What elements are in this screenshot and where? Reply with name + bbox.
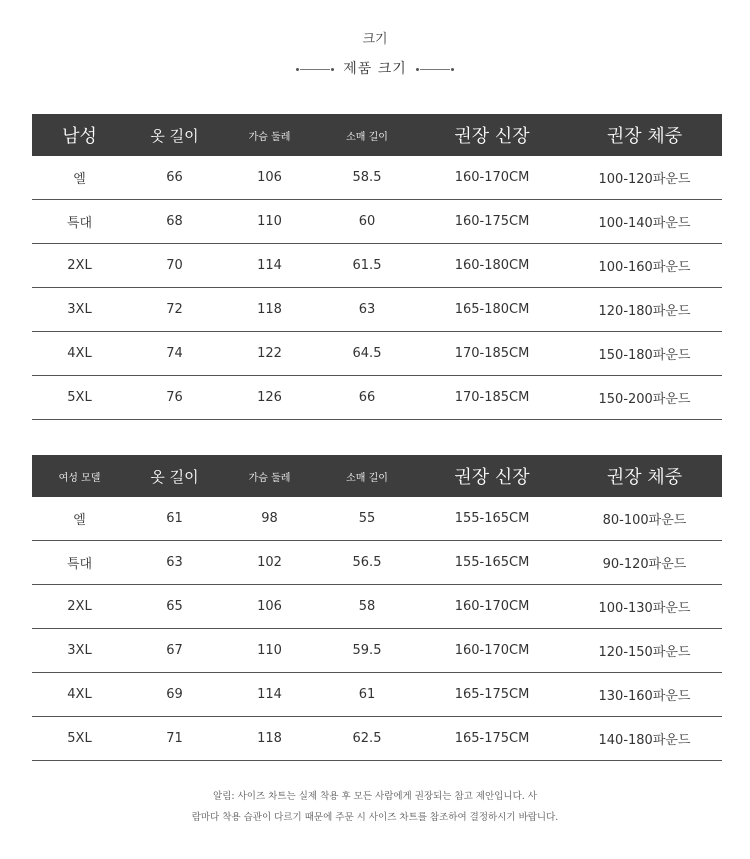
cell-size: 특대 <box>32 200 127 244</box>
men-size-table <box>32 114 722 420</box>
cell-height: 170-185CM <box>417 332 567 376</box>
table-row <box>32 200 722 244</box>
cell-weight: 120-150파운드 <box>567 629 722 673</box>
title-decoration-left <box>300 69 330 70</box>
header-sleeve: 소매 길이 <box>317 455 417 497</box>
cell-chest: 114 <box>222 673 317 717</box>
header-chest: 가슴 둘레 <box>222 455 317 497</box>
table-row <box>32 629 722 673</box>
cell-height: 155-165CM <box>417 541 567 585</box>
cell-chest: 122 <box>222 332 317 376</box>
cell-sleeve: 56.5 <box>317 541 417 585</box>
cell-weight: 100-120파운드 <box>567 156 722 200</box>
cell-length: 69 <box>127 673 222 717</box>
cell-chest: 110 <box>222 200 317 244</box>
cell-sleeve: 61.5 <box>317 244 417 288</box>
cell-size: 엘 <box>32 156 127 200</box>
cell-length: 71 <box>127 717 222 761</box>
header-length: 옷 길이 <box>127 455 222 497</box>
cell-length: 67 <box>127 629 222 673</box>
cell-height: 170-185CM <box>417 376 567 420</box>
cell-weight: 100-160파운드 <box>567 244 722 288</box>
cell-height: 155-165CM <box>417 497 567 541</box>
cell-sleeve: 58.5 <box>317 156 417 200</box>
cell-weight: 130-160파운드 <box>567 673 722 717</box>
cell-length: 65 <box>127 585 222 629</box>
header-weight: 권장 체중 <box>567 114 722 156</box>
women-size-table <box>32 455 722 761</box>
cell-chest: 110 <box>222 629 317 673</box>
cell-weight: 90-120파운드 <box>567 541 722 585</box>
cell-size: 3XL <box>32 629 127 673</box>
cell-chest: 106 <box>222 156 317 200</box>
cell-size: 4XL <box>32 673 127 717</box>
cell-weight: 150-180파운드 <box>567 332 722 376</box>
footer-note-line-1: 알림: 사이즈 차트는 실제 착용 후 모든 사람에게 권장되는 참고 제안입니다. 사 <box>213 791 537 802</box>
cell-chest: 106 <box>222 585 317 629</box>
cell-chest: 114 <box>222 244 317 288</box>
cell-height: 165-175CM <box>417 673 567 717</box>
cell-height: 165-180CM <box>417 288 567 332</box>
table-row <box>32 673 722 717</box>
cell-length: 76 <box>127 376 222 420</box>
cell-size: 4XL <box>32 332 127 376</box>
cell-height: 160-170CM <box>417 156 567 200</box>
cell-size: 2XL <box>32 585 127 629</box>
page-title-text: 제품 크기 <box>343 61 407 77</box>
cell-weight: 100-140파운드 <box>567 200 722 244</box>
cell-size: 5XL <box>32 717 127 761</box>
header-height: 권장 신장 <box>417 114 567 156</box>
header-chest: 가슴 둘레 <box>222 114 317 156</box>
table-row <box>32 244 722 288</box>
cell-weight: 80-100파운드 <box>567 497 722 541</box>
table-row <box>32 585 722 629</box>
table-row <box>32 497 722 541</box>
cell-chest: 102 <box>222 541 317 585</box>
footer-note-line-2: 람마다 착용 습관이 다르기 때문에 주문 시 사이즈 차트를 참조하여 결정하시기 바랍니다. <box>191 812 559 823</box>
cell-size: 엘 <box>32 497 127 541</box>
header-small-label: 크기 <box>362 32 388 47</box>
cell-length: 70 <box>127 244 222 288</box>
table-row <box>32 717 722 761</box>
header-sleeve: 소매 길이 <box>317 114 417 156</box>
table-header-row <box>32 114 722 156</box>
cell-height: 160-175CM <box>417 200 567 244</box>
table-row <box>32 332 722 376</box>
cell-weight: 120-180파운드 <box>567 288 722 332</box>
page-title <box>0 58 750 78</box>
header-gender: 남성 <box>32 114 127 156</box>
cell-height: 160-180CM <box>417 244 567 288</box>
cell-weight: 100-130파운드 <box>567 585 722 629</box>
cell-length: 66 <box>127 156 222 200</box>
header-length: 옷 길이 <box>127 114 222 156</box>
cell-sleeve: 66 <box>317 376 417 420</box>
cell-size: 3XL <box>32 288 127 332</box>
table-row <box>32 376 722 420</box>
cell-length: 74 <box>127 332 222 376</box>
header-gender: 여성 모델 <box>32 455 127 497</box>
cell-chest: 98 <box>222 497 317 541</box>
cell-sleeve: 55 <box>317 497 417 541</box>
table-header-row <box>32 455 722 497</box>
cell-sleeve: 61 <box>317 673 417 717</box>
cell-length: 68 <box>127 200 222 244</box>
header-weight: 권장 체중 <box>567 455 722 497</box>
table-row <box>32 288 722 332</box>
table-row <box>32 541 722 585</box>
cell-sleeve: 59.5 <box>317 629 417 673</box>
cell-chest: 118 <box>222 288 317 332</box>
title-decoration-right <box>420 69 450 70</box>
cell-size: 특대 <box>32 541 127 585</box>
cell-sleeve: 62.5 <box>317 717 417 761</box>
cell-chest: 126 <box>222 376 317 420</box>
cell-size: 5XL <box>32 376 127 420</box>
cell-weight: 140-180파운드 <box>567 717 722 761</box>
cell-sleeve: 60 <box>317 200 417 244</box>
table-row <box>32 156 722 200</box>
cell-length: 61 <box>127 497 222 541</box>
cell-height: 160-170CM <box>417 629 567 673</box>
cell-chest: 118 <box>222 717 317 761</box>
cell-sleeve: 58 <box>317 585 417 629</box>
cell-sleeve: 63 <box>317 288 417 332</box>
cell-height: 160-170CM <box>417 585 567 629</box>
cell-length: 72 <box>127 288 222 332</box>
header-height: 권장 신장 <box>417 455 567 497</box>
cell-size: 2XL <box>32 244 127 288</box>
cell-sleeve: 64.5 <box>317 332 417 376</box>
cell-height: 165-175CM <box>417 717 567 761</box>
cell-weight: 150-200파운드 <box>567 376 722 420</box>
cell-length: 63 <box>127 541 222 585</box>
